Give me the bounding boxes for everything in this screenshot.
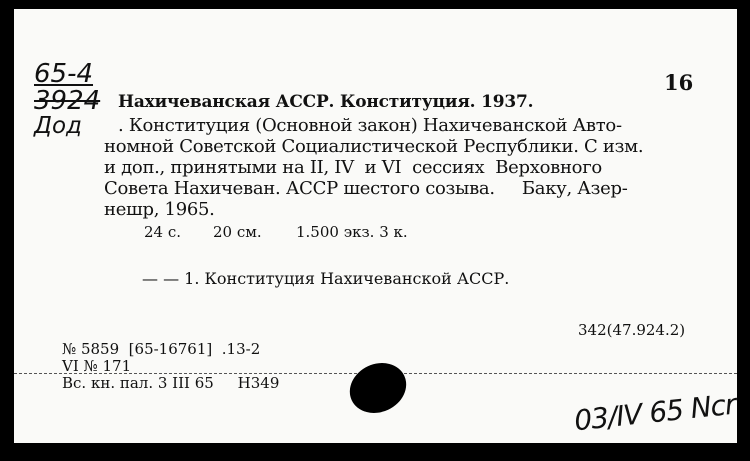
footer-line-2: VI № 171 [62,357,132,375]
body-line-4: Совета Нахичеван. АССР шестого созыва. Баку, Азер- [104,178,628,199]
handwritten-call-number-top: 65-4 [34,59,94,89]
catalog-card [14,9,737,443]
classification-number: 342(47.924.2) [578,321,686,339]
card-heading: Нахичеванская АССР. Конституция. 1937. [118,92,534,112]
handwritten-signature: 03/IV 65 Nсr [572,387,737,438]
collation-pages: 24 с. [144,223,182,241]
body-line-3: и доп., принятыми на II, IV и VI сессиях Верховного [104,157,602,178]
footer-line-1: № 5859 [65-16761] .13-2 [62,340,261,358]
footer-line-3: Вс. кн. пал. 3 III 65 Н349 [62,374,280,392]
ink-blot [342,354,415,422]
handwritten-call-number-mid: 3924 [34,86,101,116]
handwritten-call-number-bottom: Дод [34,113,82,139]
body-line-5: нешр, 1965. [104,199,215,220]
collation-size: 20 см. [213,223,262,241]
card-number: 16 [664,70,694,95]
subject-tracing: — — 1. Конституция Нахичеванской АССР. [142,269,510,288]
body-line-2: номной Советской Социалистической Республики. С изм. [104,136,644,157]
body-line-1: . Конституция (Основной закон) Нахичеванской Авто- [118,115,622,136]
collation-copies: 1.500 экз. 3 к. [296,223,408,241]
